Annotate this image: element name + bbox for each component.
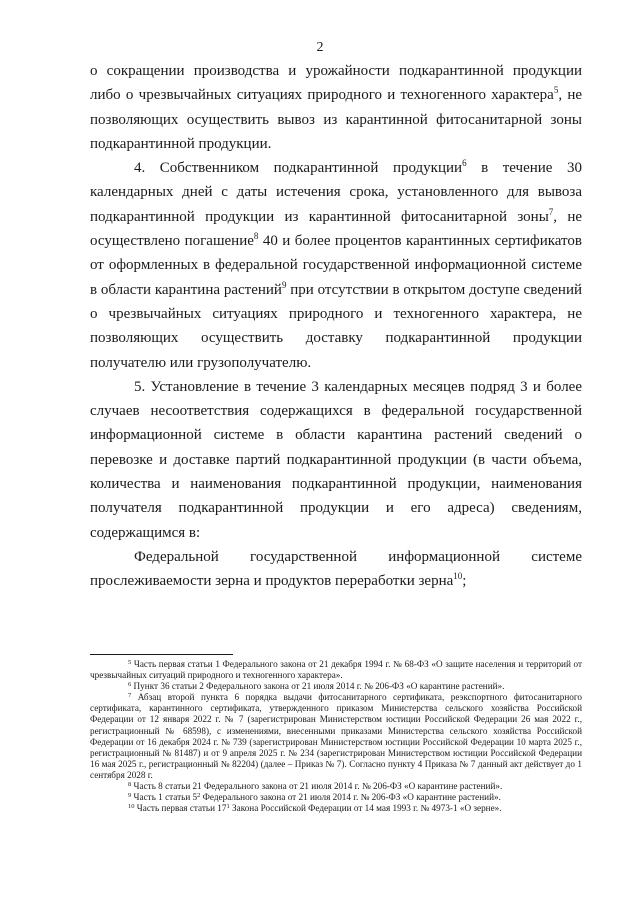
paragraph-continuation [90, 59, 582, 156]
paragraph-text: при отсутствии в открытом доступе сведений о чрезвычайных ситуациях природного и техногенного характера, не позволяющих осуществить доставку подкарантинной продукции получателю или грузополучателю. [90, 281, 582, 371]
paragraph-text: в течение 30 календарных дней с даты истечения срока, установленного для вывоза подкарантинной продукции из карантинной фитосанитарной зоны [90, 160, 582, 225]
article-index-sup: 1 [226, 803, 230, 811]
paragraph-text: Федеральной государственной информационной системе прослеживаемости зерна и продуктов переработки зерна [90, 548, 582, 590]
footnote-text: Федерального закона от 21 июля 2014 г. № 206-ФЗ «О карантине растений». [200, 792, 501, 803]
footnote-9 [90, 792, 582, 803]
footnote-text: Часть первая статьи 1 Федерального закона от 21 декабря 1994 г. № 68-ФЗ «О защите населения и территорий от чрезвычайных ситуаций природного и техногенного характера». [90, 659, 582, 681]
footnote-8 [90, 781, 582, 792]
footnote-ref-5[interactable]: 5 [553, 85, 559, 96]
footnote-text: Часть первая статьи 17 [134, 803, 227, 814]
footnote-text: Абзац второй пункта 6 порядка выдачи фитосанитарного сертификата, реэкспортного фитосанитарного сертификата, карантинного сертификата, утвержденного приказом Министерства сельского хозяйства Российской Федерации от 12 января 2022 г. № 7 (зарегистрирован Министерством юстиции Российской Федерации 26 мая 2022 г., регистрационный № 68598), с изменениями, внесенными приказами Министерства сельского хозяйства Российской Федерации от 16 декабря 2024 г. № 739 (зарегистрирован Министерством юстиции Российской Федерации 10 марта 2025 г., регистрационный № 81487) и от 9 апреля 2025 г. № 234 (зарегистрирован Министерством юстиции Российской Федерации 16 мая 2025 г., регистрационный № 82204) (далее – Приказ № 7). Согласно пункту 4 Приказа № 7 данный акт действует до 1 сентября 2028 г. [90, 692, 582, 780]
paragraph-text: 4. Собственником подкарантинной продукции [134, 160, 463, 177]
paragraph-text: , не позволяющих осуществить вывоз из карантинной фитосанитарной зоны подкарантинной продукции. [90, 87, 582, 152]
main-text [90, 59, 582, 594]
footnote-ref-6[interactable]: 6 [462, 158, 467, 169]
footnote-mark: 9 [128, 792, 132, 800]
footnote-text: Часть 1 статьи 5 [131, 792, 198, 803]
paragraph-text: о сокращении производства и урожайности подкарантинной продукции либо о чрезвычайных ситуациях природного и техногенного характера [90, 63, 582, 104]
footnote-10 [90, 803, 582, 814]
paragraph-subitem [90, 545, 582, 594]
footnote-mark: 10 [128, 803, 135, 811]
footnote-6 [90, 681, 582, 692]
paragraph-text: , не осуществлено погашение [90, 208, 583, 250]
footnote-text: Пункт 36 статьи 2 Федерального закона от 21 июля 2014 г. № 206-ФЗ «О карантине растений». [131, 681, 505, 692]
footnote-ref-8[interactable]: 8 [253, 231, 259, 242]
footnote-ref-10[interactable]: 10 [453, 571, 463, 582]
footnote-ref-9[interactable]: 9 [281, 279, 287, 290]
paragraph-text: 40 и более процентов карантинных сертификатов от оформленных в федеральной государственной информационной системе в области карантина растений [90, 233, 582, 298]
footnote-separator [90, 654, 233, 655]
article-index-sup: 2 [197, 792, 201, 800]
footnote-7 [90, 692, 582, 781]
footnote-mark: 8 [128, 781, 132, 789]
footnote-mark: 7 [128, 692, 132, 700]
footnote-ref-7[interactable]: 7 [548, 206, 554, 217]
paragraph-item-4 [90, 156, 582, 375]
footnote-text: Часть 8 статьи 21 Федерального закона от 21 июля 2014 г. № 206-ФЗ «О карантине растений». [131, 781, 503, 792]
paragraph-text: ; [462, 573, 467, 590]
footnote-text: Закона Российской Федерации от 14 мая 1993 г. № 4973-1 «О зерне». [229, 803, 502, 814]
footnote-5 [90, 659, 582, 681]
footnotes [90, 659, 582, 814]
page-number: 2 [316, 40, 324, 55]
footnote-mark: 5 [128, 659, 132, 666]
footnote-mark: 6 [128, 681, 132, 689]
paragraph-item-5: 5. Установление в течение 3 календарных месяцев подряд 3 и более случаев несоответствия содержащихся в федеральной государственной информационной системе в области карантина растений сведений о перевозке и доставке партий подкарантинной продукции (в части объема, количества и наименования подкарантинной продукции, наименования получателя подкарантинной продукции и его адреса) сведениям, содержащимся в: [90, 378, 582, 541]
